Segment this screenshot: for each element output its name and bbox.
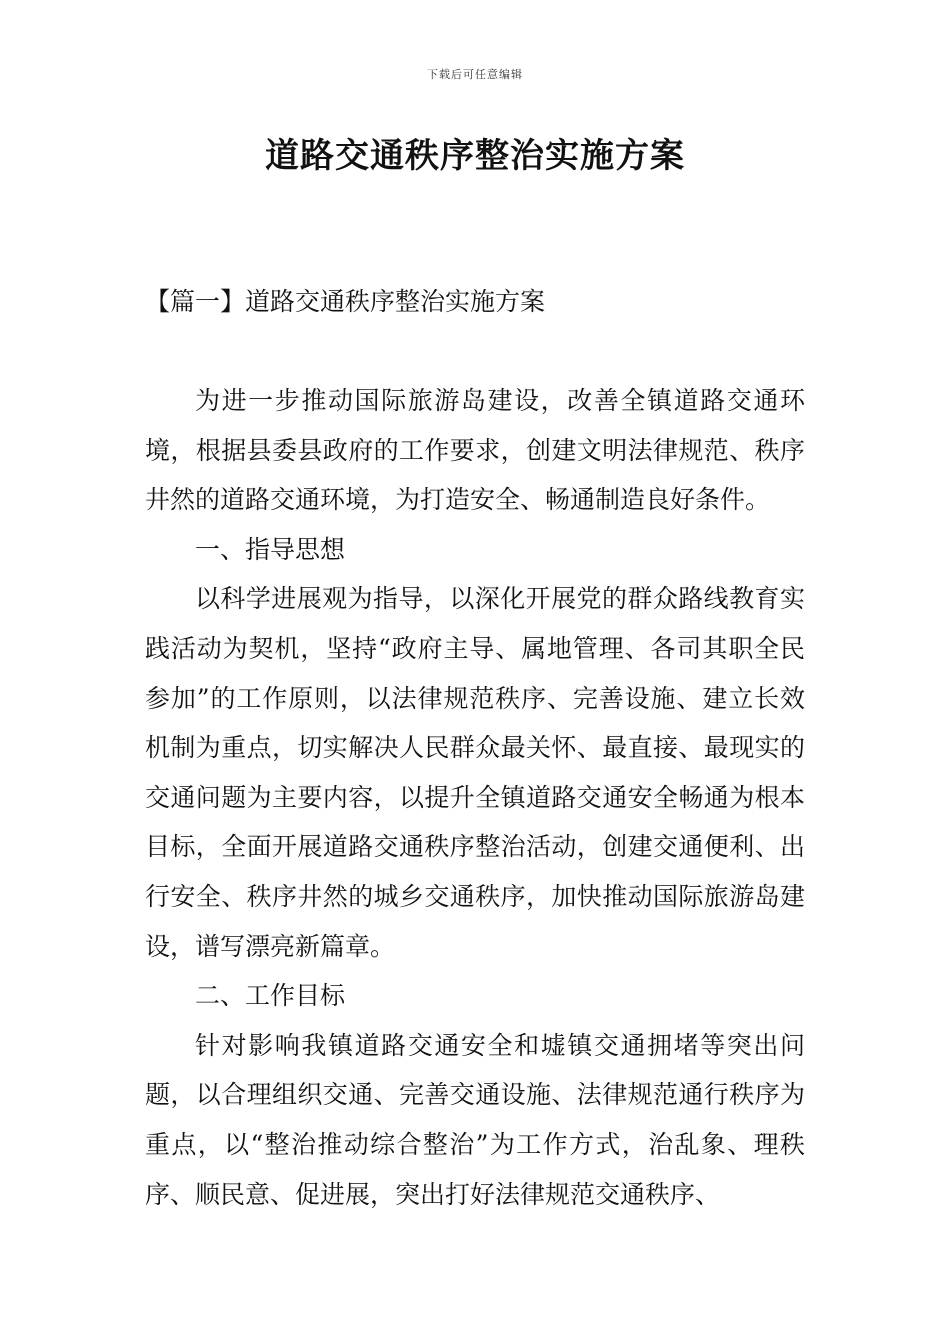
paragraph-intro: 为进一步推动国际旅游岛建设，改善全镇道路交通环境，根据县委县政府的工作要求，创建文明法律规范、秩序井然的道路交通环境，为打造安全、畅通制造良好条件。	[145, 386, 805, 515]
paragraph-guiding-thought: 以科学进展观为指导，以深化开展党的群众路线教育实践活动为契机，坚持“政府主导、属地管理、各司其职全民参加”的工作原则，以法律规范秩序、完善设施、建立长效机制为重点，切实解决人民群众最关怀、最直接、最现实的交通问题为主要内容，以提升全镇道路交通安全畅通为根本目标，全面开展道路交通秩序整治活动，创建交通便利、出行安全、秩序井然的城乡交通秩序，加快推动国际旅游岛建设，谱写漂亮新篇章。	[145, 584, 805, 961]
paragraph-work-goals: 针对影响我镇道路交通安全和墟镇交通拥堵等突出问题，以合理组织交通、完善交通设施、法律规范通行秩序为重点，以“整治推动综合整治”为工作方式，治乱象、理秩序、顺民意、促进展，突出打好法律规范交通秩序、	[145, 1030, 805, 1209]
subheading-work-goals: 二、工作目标	[195, 981, 346, 1011]
document-body	[145, 376, 805, 1219]
subheading-guiding-thought: 一、指导思想	[195, 534, 346, 564]
section-heading: 【篇一】道路交通秩序整治实施方案	[145, 287, 546, 316]
header-note: 下载后可任意编辑	[427, 68, 523, 81]
document-title: 道路交通秩序整治实施方案	[265, 136, 685, 176]
